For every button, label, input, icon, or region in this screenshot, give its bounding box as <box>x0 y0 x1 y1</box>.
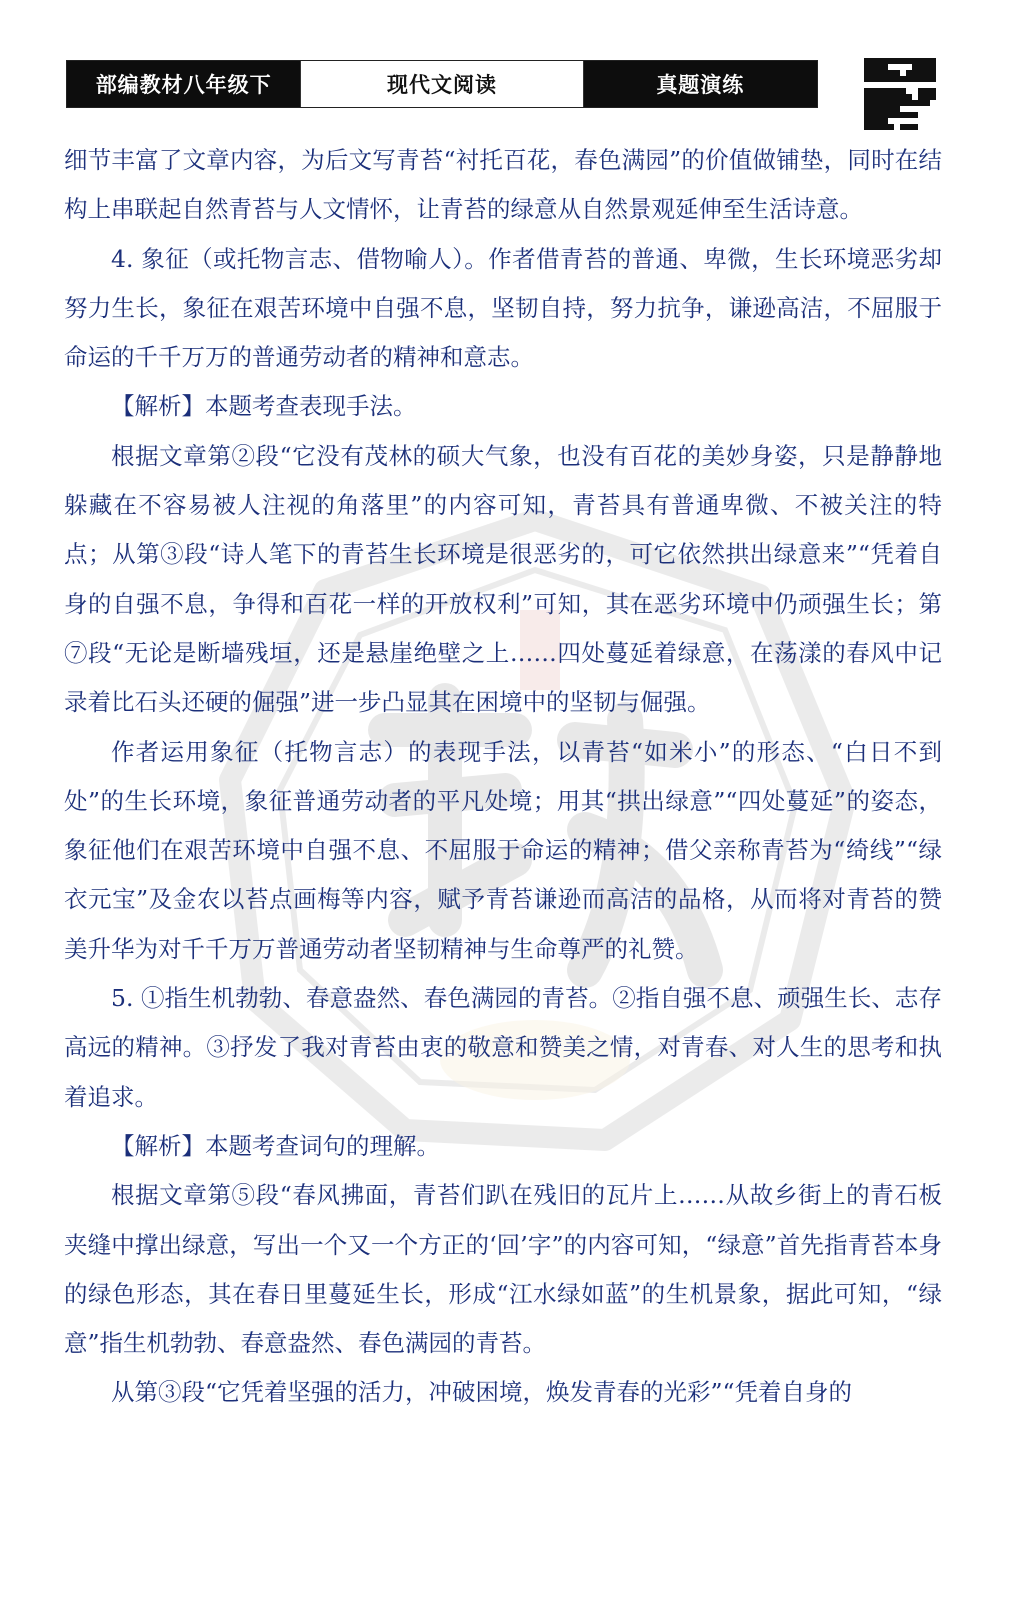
paragraph-5: 5. ①指生机勃勃、春意盎然、春色满园的青苔。②指自强不息、顽强生长、志存高远的精神。③抒发了我对青苔由衷的敬意和赞美之情，对青春、对人生的思考和执着追求。 <box>64 984 942 1111</box>
paragraph-1: 细节丰富了文章内容，为后文写青苔“衬托百花，春色满园”的价值做铺垫，同时在结构上串联起自然青苔与人文情怀，让青苔的绿意从自然景观延伸至生活诗意。 <box>64 146 942 224</box>
analysis-heading-2: 【解析】本题考查词句的理解。 <box>111 1131 440 1160</box>
answer-text-body <box>64 136 942 1418</box>
paragraph-6: 根据文章第⑤段“春风拂面，青苔们趴在残旧的瓦片上……从故乡街上的青石板夹缝中撑出绿意，写出一个又一个方正的‘回’字”的内容可知，“绿意”首先指青苔本身的绿色形态，其在春日里蔓延生长，形成“江水绿如蓝”的生机景象，据此可知，“绿意”指生机勃勃、春意盎然、春色满园的青苔。 <box>64 1181 942 1358</box>
paragraph-3: 根据文章第②段“它没有茂林的硕大气象，也没有百花的美妙身姿，只是静静地躲藏在不容易被人注视的角落里”的内容可知，青苔具有普通卑微、不被关注的特点；从第③段“诗人笔下的青苔生长环境是很恶劣的，可它依然拱出绿意来”“凭着自身的自强不息，争得和百花一样的开放权利”可知，其在恶劣环境中仍顽强生长；第⑦段“无论是断墙残垣，还是悬崖绝壁之上……四处蔓延着绿意，在荡漾的春风中记录着比石头还硬的倔强”进一步凸显其在困境中的坚韧与倔强。 <box>64 441 942 717</box>
paragraph-2: 4. 象征（或托物言志、借物喻人）。作者借青苔的普通、卑微，生长环境恶劣却努力生长，象征在艰苦环境中自强不息，坚韧自持，努力抗争，谦逊高洁，不屈服于命运的千千万万的普通劳动者的精神和意志。 <box>64 244 942 372</box>
qr-code-icon <box>864 58 936 130</box>
header-center-label: 现代文阅读 <box>300 61 583 107</box>
paragraph-4: 作者运用象征（托物言志）的表现手法，以青苔“如米小”的形态、“白日不到处”的生长环境，象征普通劳动者的平凡处境；用其“拱出绿意”“四处蔓延”的姿态，象征他们在艰苦环境中自强不息、不屈服于命运的精神；借父亲称青苔为“绮线”“绿衣元宝”及金农以苔点画梅等内容，赋予青苔谦逊而高洁的品格，从而将对青苔的赞美升华为对千千万万普通劳动者坚韧精神与生命尊严的礼赞。 <box>64 737 942 963</box>
header-left-label: 部编教材八年级下 <box>67 61 300 107</box>
analysis-heading-1: 【解析】本题考查表现手法。 <box>111 392 417 421</box>
paragraph-7: 从第③段“它凭着坚强的活力，冲破困境，焕发青春的光彩”“凭着自身的 <box>111 1378 853 1407</box>
header-right-label: 真题演练 <box>584 61 817 107</box>
page-header <box>66 60 818 108</box>
